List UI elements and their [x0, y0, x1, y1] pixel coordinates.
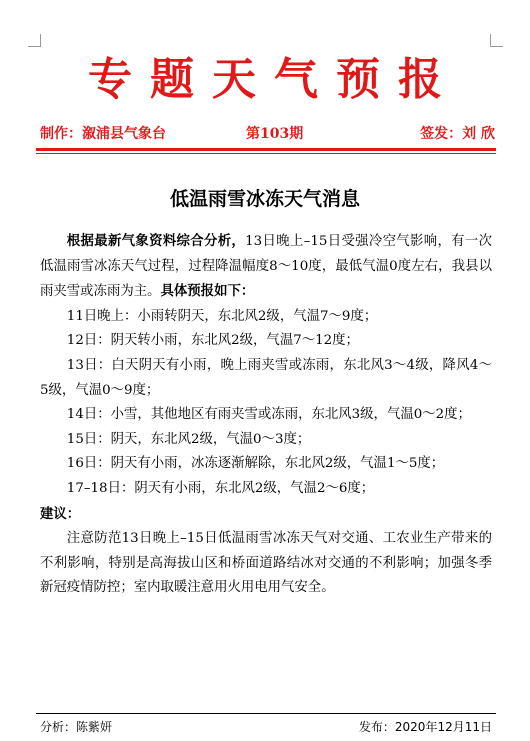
advice-heading-text: 建议： — [40, 505, 81, 522]
forecast-item: 16日：阴天有小雨，冰冻逐渐解除，东北风2级，气温1～5度； — [66, 456, 445, 472]
intro-text: 13日晚上–15日受强冷空气影响，有一次低温雨雪冰冻天气过程，过程降温幅度8～10度，最低气温0度左右，我县以雨夹雪或冻雨为主。 — [40, 234, 493, 300]
document-body — [40, 229, 492, 601]
issue-meta-row — [40, 123, 495, 145]
masthead-title: 专题天气预报 — [88, 54, 460, 105]
crop-mark-top-left — [28, 34, 41, 47]
forecast-item: 17–18日：阴天有小雨，东北风2级，气温2～6度； — [66, 480, 375, 496]
analyst-label: 分析：陈紫妍 — [40, 720, 113, 734]
issued-date: 发布：2020年12月11日 — [358, 720, 492, 734]
header-divider-thin — [36, 153, 496, 154]
forecast-item: 13日：白天阴天有小雨，晚上雨夹雪或冻雨，东北风3～4级，降风4～5级，气温0～9度； — [40, 357, 492, 398]
producer-label: 制作：溆浦县气象台 — [40, 126, 166, 142]
forecast-item: 12日：阴天转小雨，东北风2级，气温7～12度； — [66, 333, 359, 349]
intro-lead: 根据最新气象资料综合分析， — [66, 233, 246, 249]
crop-mark-top-right — [490, 34, 503, 47]
document-title: 低温雨雪冰冻天气消息 — [169, 188, 360, 210]
footer-divider — [36, 713, 496, 714]
issue-number: 第103期 — [246, 126, 304, 142]
forecast-heading: 具体预报如下： — [160, 283, 255, 300]
forecast-item: 14日：小雪，其他地区有雨夹雪或冻雨，东北风3级，气温0～2度； — [66, 407, 471, 423]
signer-label: 签发：刘 欣 — [420, 126, 495, 142]
intro-paragraph — [40, 229, 492, 305]
header-divider-thick — [36, 148, 496, 151]
forecast-item: 15日：阴天，东北风2级，气温0～3度； — [66, 431, 311, 447]
advice-paragraph: 注意防范13日晚上–15日低温雨雪冰冻天气对交通、工农业生产带来的不利影响，特别是高海拔山区和桥面道路结冰对交通的不利影响；加强冬季新冠疫情防控；室内取暖注意用火用电用气安全。 — [40, 531, 492, 596]
footer — [40, 718, 492, 736]
advice-heading — [40, 502, 492, 528]
forecast-item: 11日晚上：小雨转阴天，东北风2级，气温7～9度； — [66, 308, 378, 324]
